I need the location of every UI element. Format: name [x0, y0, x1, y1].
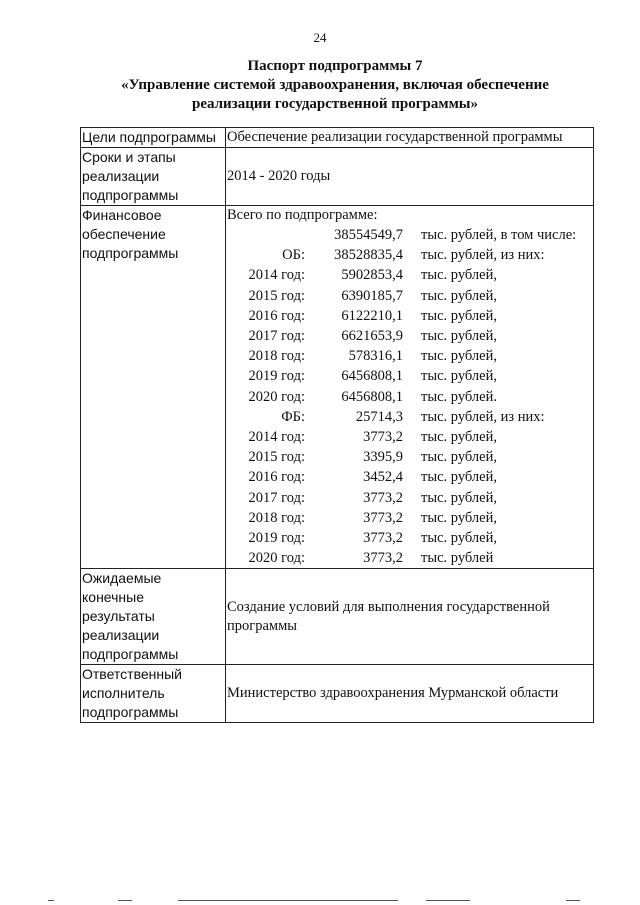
- finance-line-label: 2018 год:: [248, 348, 305, 365]
- finance-line-label: ОБ:: [282, 247, 305, 264]
- label-line: Ожидаемые конечные: [82, 570, 162, 606]
- label-line: результаты реализации: [82, 608, 160, 644]
- finance-line-value: 3773,2: [363, 489, 403, 506]
- label-line: реализации: [82, 168, 160, 184]
- finance-line-value: 38554549,7: [334, 227, 403, 243]
- executor-value: Министерство здравоохранения Мурманской области: [226, 665, 594, 723]
- finance-line-unit: тыс. рублей,: [421, 368, 497, 385]
- terms-value: 2014 - 2020 годы: [226, 148, 594, 206]
- finance-line-value: 38528835,4: [334, 247, 403, 264]
- finance-line-unit: тыс. рублей,: [421, 449, 497, 466]
- finance-line-unit: тыс. рублей,: [421, 509, 497, 526]
- finance-line-label: 2015 год:: [248, 287, 305, 304]
- finance-line-value: 3773,2: [363, 429, 403, 446]
- label-line: подпрограммы: [82, 187, 179, 203]
- title-line: Паспорт подпрограммы 7: [247, 58, 423, 74]
- row-executor: [81, 665, 594, 723]
- finance-line-unit: тыс. рублей,: [421, 469, 497, 486]
- finance-line-unit: тыс. рублей,: [421, 530, 497, 547]
- finance-line-unit: тыс. рублей,: [421, 328, 497, 345]
- row-results: [81, 569, 594, 665]
- finance-line-value: 6621653,9: [341, 328, 403, 345]
- finance-line-value: 3773,2: [363, 530, 403, 547]
- label-line: обеспечение: [82, 226, 166, 242]
- document-title: [80, 57, 590, 114]
- title-line: реализации государственной программы»: [191, 96, 479, 112]
- finance-label: [81, 206, 226, 569]
- finance-breakdown: [227, 225, 593, 568]
- finance-line-unit: тыс. рублей.: [421, 388, 497, 405]
- finance-line-unit: тыс. рублей,: [421, 287, 497, 304]
- finance-line-unit: тыс. рублей, из них:: [421, 408, 545, 425]
- row-terms: [81, 148, 594, 206]
- finance-line-unit: тыс. рублей,: [421, 489, 497, 506]
- finance-line-value: 3395,9: [363, 449, 403, 466]
- label-line: подпрограммы: [82, 646, 179, 663]
- passport-table: [80, 127, 594, 723]
- finance-line-label: 2017 год:: [248, 489, 305, 506]
- finance-line-value: 6122210,1: [341, 307, 403, 324]
- finance-line-label: 2015 год:: [248, 449, 305, 466]
- finance-line-value: 578316,1: [348, 348, 403, 365]
- finance-heading: Всего по подпрограмме:: [227, 207, 378, 223]
- scan-edge-marks: [0, 897, 640, 905]
- finance-line-label: 2016 год:: [248, 469, 305, 486]
- finance-line-label: 2014 год:: [248, 267, 305, 284]
- finance-line-unit: тыс. рублей,: [421, 307, 497, 324]
- label-line: Ответственный: [82, 666, 182, 683]
- finance-line-label: 2018 год:: [248, 509, 305, 526]
- finance-line-label: 2016 год:: [248, 307, 305, 324]
- finance-line-unit: тыс. рублей: [421, 550, 494, 567]
- finance-value: [226, 206, 594, 569]
- finance-line-label: 2014 год:: [248, 429, 305, 446]
- finance-line-unit: тыс. рублей,: [421, 348, 497, 365]
- finance-line-label: 2017 год:: [248, 328, 305, 345]
- goals-label: Цели подпрограммы: [81, 128, 226, 148]
- finance-line-value: 3452,4: [363, 469, 403, 486]
- finance-line-unit: тыс. рублей, из них:: [421, 247, 545, 264]
- finance-line-label: 2019 год:: [248, 530, 305, 547]
- page-number: 24: [313, 30, 327, 45]
- finance-line-value: 25714,3: [355, 408, 403, 425]
- finance-line-label: 2020 год:: [248, 550, 305, 567]
- finance-line-unit: тыс. рублей,: [421, 429, 497, 446]
- value-line: программы: [227, 617, 297, 634]
- row-finance: [81, 206, 594, 569]
- finance-line-label: 2020 год:: [248, 388, 305, 405]
- finance-line-label: 2019 год:: [248, 368, 305, 385]
- goals-value: Обеспечение реализации государственной программы: [226, 128, 594, 148]
- finance-line-label: [227, 225, 305, 245]
- executor-label: [81, 665, 226, 723]
- finance-line-value: 6456808,1: [341, 388, 403, 405]
- value-line: Создание условий для выполнения государственной: [227, 598, 550, 615]
- label-line: исполнитель: [82, 685, 165, 702]
- title-line: «Управление системой здравоохранения, включая обеспечение: [121, 77, 549, 93]
- finance-line-value: 5902853,4: [341, 267, 403, 284]
- finance-line-value: 6456808,1: [341, 368, 403, 385]
- terms-label: [81, 148, 226, 206]
- finance-line-unit: тыс. рублей,: [421, 267, 497, 284]
- label-line: Сроки и этапы: [82, 149, 176, 165]
- label-line: подпрограммы: [82, 704, 179, 721]
- row-goals: [81, 128, 594, 148]
- label-line: Финансовое: [82, 207, 162, 223]
- label-line: подпрограммы: [82, 245, 179, 261]
- finance-line-value: 3773,2: [363, 509, 403, 526]
- finance-line-value: 6390185,7: [341, 287, 403, 304]
- finance-line-value: 3773,2: [363, 550, 403, 567]
- results-label: [81, 569, 226, 665]
- finance-line-label: ФБ:: [281, 408, 305, 425]
- finance-line-unit: тыс. рублей, в том числе:: [421, 227, 577, 243]
- results-value: [226, 569, 594, 665]
